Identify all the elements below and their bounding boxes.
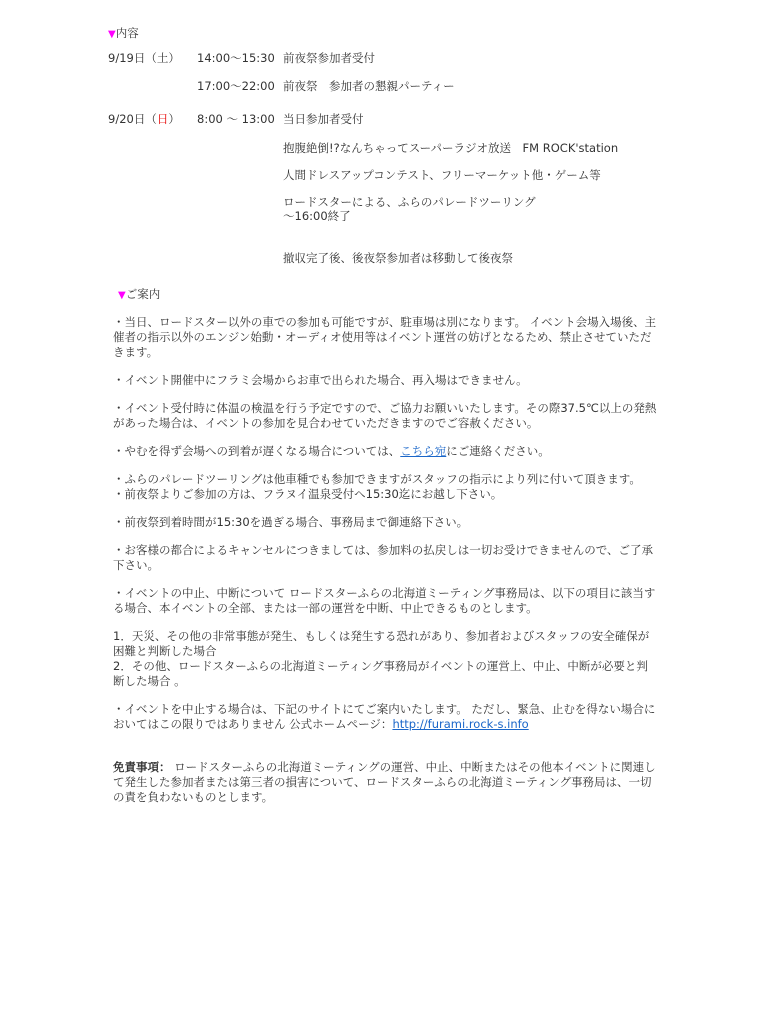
schedule-item: 撤収完了後、後夜祭参加者は移動して後夜祭 [283,251,513,265]
schedule-time: 17:00〜22:00 [197,79,275,93]
guide-paragraph: 2．その他、ロードスターふらの北海道ミーティング事務局がイベントの運営上、中止、中断が必要と判断した場合 。 [113,659,648,688]
schedule-time: 8:00 〜 13:00 [197,112,275,126]
guide-paragraph: ・当日、ロードスター以外の車での参加も可能ですが、駐車場は別になります。 イベント会場入場後、主催者の指示以外のエンジン始動・オーディオ使用等はイベント運営の妨げとなるため、禁止させていただきます。 [113,315,657,359]
schedule-time: 14:00〜15:30 [197,51,275,65]
triangle-down-icon: ▼ [108,29,116,40]
schedule-date: 9/19日（土） [108,51,180,65]
schedule-desc: 当日参加者受付 [283,112,364,126]
schedule-row [108,51,668,66]
triangle-down-icon: ▼ [118,290,126,301]
contact-link[interactable]: こちら宛 [400,444,447,458]
guide-paragraph: 1．天災、その他の非常事態が発生、もしくは発生する恐れがあり、参加者およびスタッフの安全確保が困難と判断した場合 [113,629,650,658]
schedule-row [108,112,668,127]
guide-paragraph: ・やむを得ず会場への到着が遅くなる場合については、こちら宛にご連絡ください。 [113,444,550,458]
schedule-desc: 前夜祭 参加者の懇親パーティー [283,79,455,93]
schedule-item: ロードスターによる、ふらのパレードツーリング [283,195,536,209]
guide-paragraph: ・前夜祭よりご参加の方は、フラヌイ温泉受付へ15:30迄にお越し下さい。 [113,487,503,501]
official-site-link[interactable]: http://furami.rock-s.info [392,717,529,731]
schedule-row [108,79,668,94]
schedule-item: 〜16:00終了 [283,209,351,223]
guide-paragraph: ・イベント受付時に体温の検温を行う予定ですので、ご協力お願いいたします。その際37.5℃以上の発熱があった場合は、イベントの参加を見合わせていただきますのでご容赦ください。 [113,401,657,430]
schedule-date: 9/20日（日） [108,112,180,126]
guide-paragraph: ・イベント開催中にフラミ会場からお車で出られた場合、再入場はできません。 [113,373,528,387]
schedule-desc: 前夜祭参加者受付 [283,51,375,65]
schedule-item: 抱腹絶倒!?なんちゃってスーパーラジオ放送 FM ROCK'station [283,141,619,155]
schedule-heading: ▼内容 [108,26,139,40]
guide-section [113,287,658,805]
guide-paragraph: ・ふらのパレードツーリングは他車種でも参加できますがスタッフの指示により列に付いて頂きます。 [113,472,641,486]
disclaimer: 免責事項： ロードスターふらの北海道ミーティングの運営、中止、中断またはその他本イベントに関連して発生した参加者または第三者の損害について、ロードスターふらの北海道ミーティング事務局は、一切の責を負わないものとします。 [113,760,656,804]
guide-paragraph: ・イベントの中止、中断について ロードスターふらの北海道ミーティング事務局は、以下の項目に該当する場合、本イベントの全部、または一部の運営を中断、中止できるものとします。 [113,586,656,615]
guide-paragraph: ・前夜祭到着時間が15:30を過ぎる場合、事務局まで御連絡下さい。 [113,515,469,529]
disclaimer-label: 免責事項： [113,760,171,774]
guide-heading: ▼ご案内 [118,287,161,301]
guide-paragraph: ・イベントを中止する場合は、下記のサイトにてご案内いたします。 ただし、緊急、止むを得ない場合においてはこの限りではありません 公式ホームページ：http://furami.rock-s.info [113,702,656,731]
schedule-section [108,26,668,265]
schedule-item: 人間ドレスアップコンテスト、フリーマーケット他・ゲーム等 [283,168,601,182]
guide-paragraph: ・お客様の都合によるキャンセルにつきましては、参加料の払戻しは一切お受けできませんので、ご了承下さい。 [113,543,654,572]
